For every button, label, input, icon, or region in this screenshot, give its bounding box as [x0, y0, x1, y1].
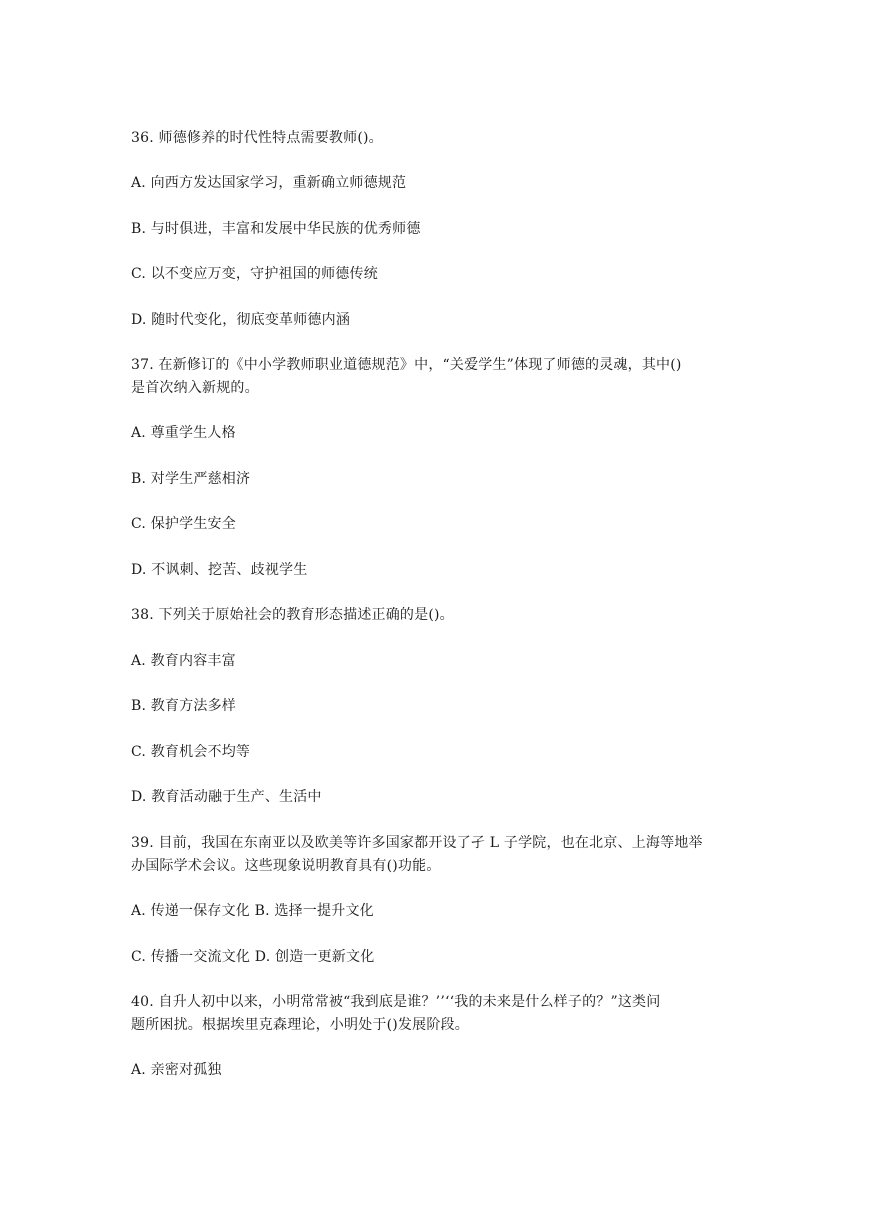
question-39-options-cd: C. 传播一交流文化 D. 创造一更新文化 — [131, 949, 375, 965]
question-40-stem-line-2: 题所困扰。根据埃里克森理论，小明处于()发展阶段。 — [131, 1017, 469, 1033]
question-36-stem: 36. 师德修养的时代性特点需要教师()。 — [131, 130, 383, 146]
question-38-option-a: A. 教育内容丰富 — [131, 653, 236, 669]
question-39-options-ab: A. 传递一保存文化 B. 选择一提升文化 — [131, 903, 374, 919]
question-38-option-b: B. 教育方法多样 — [131, 698, 236, 714]
question-36-option-c: C. 以不变应万变，守护祖国的师德传统 — [131, 266, 378, 282]
question-37-option-b: B. 对学生严慈相济 — [131, 471, 251, 487]
question-37-stem-line-2: 是首次纳入新规的。 — [131, 380, 259, 396]
question-36-option-a: A. 向西方发达国家学习，重新确立师德规范 — [131, 175, 407, 191]
question-36-option-b: B. 与时俱进，丰富和发展中华民族的优秀师德 — [131, 221, 421, 237]
question-36-option-d: D. 随时代变化，彻底变革师德内涵 — [131, 312, 351, 328]
question-40-stem-line-1: 40. 自升人初中以来，小明常常被“我到底是谁？’’‘‘我的未来是什么样子的？”这类问 — [131, 994, 661, 1010]
question-39-stem-line-2: 办国际学术会议。这些现象说明教育具有()功能。 — [131, 858, 441, 874]
question-38-option-d: D. 教育活动融于生产、生活中 — [131, 789, 322, 805]
question-40-option-a: A. 亲密对孤独 — [131, 1062, 222, 1078]
question-37-option-c: C. 保护学生安全 — [131, 516, 236, 532]
question-38-option-c: C. 教育机会不均等 — [131, 744, 251, 760]
question-37-option-a: A. 尊重学生人格 — [131, 425, 236, 441]
question-37-option-d: D. 不讽刺、挖苦、歧视学生 — [131, 562, 308, 578]
question-39-stem-line-1: 39. 目前，我国在东南亚以及欧美等许多国家都开设了孑 L 子学院，也在北京、上海等地举 — [131, 835, 703, 851]
question-38-stem: 38. 下列关于原始社会的教育形态描述正确的是()。 — [131, 607, 454, 623]
question-37-stem-line-1: 37. 在新修订的《中小学教师职业道德规范》中，“关爱学生”体现了师德的灵魂，其中() — [131, 357, 682, 373]
